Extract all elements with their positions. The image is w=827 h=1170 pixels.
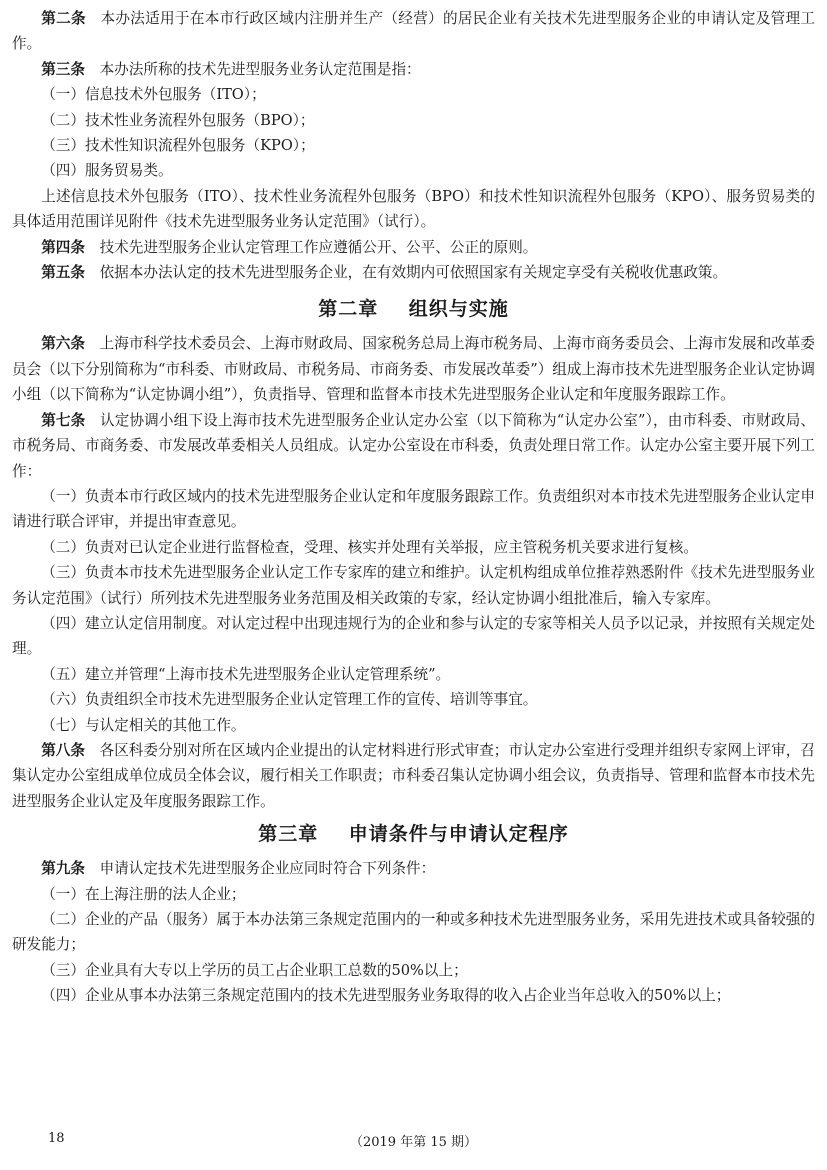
paragraph-text: （三）负责本市技术先进型服务企业认定工作专家库的建立和维护。认定机构组成单位推荐熟悉附件《技术先进型服务业务认定范围》（试行）所列技术先进型服务业务范围及相关政策的专家，经认定协调小组批准后，输入专家库。 [12, 564, 815, 607]
paragraph-text: 上海市科学技术委员会、上海市财政局、国家税务总局上海市税务局、上海市商务委员会、上海市发展和改革委员会（以下分别简称为“市科委、市财政局、市税务局、市商务委、市发展改革委”）组成上海市技术先进型服务企业认定协调小组（以下简称为“认定协调小组”），负责指导、管理和监督本市技术先进型服务企业认定和年度服务跟踪工作。 [12, 335, 815, 404]
paragraph-text: （一）负责本市行政区域内的技术先进型服务企业认定和年度服务跟踪工作。负责组织对本市技术先进型服务企业认定申请进行联合评审，并提出审查意见。 [12, 487, 815, 531]
paragraph [12, 662, 815, 687]
paragraph-text: （三）技术性知识流程外包服务（KPO）； [41, 137, 315, 155]
paragraph [12, 484, 815, 535]
paragraph [12, 958, 815, 983]
paragraph-text: （二）企业的产品（服务）属于本办法第三条规定范围内的一种或多种技术先进型服务业务，采用先进技术或具备较强的研发能力； [12, 911, 815, 954]
paragraph [12, 158, 815, 183]
article-number: 第五条 [41, 264, 85, 282]
paragraph [12, 983, 815, 1008]
paragraph [12, 687, 815, 712]
paragraph [12, 856, 815, 881]
paragraph [12, 882, 815, 907]
section-organization [12, 331, 815, 814]
paragraph [12, 235, 815, 260]
article-number: 第三条 [41, 60, 85, 78]
issue-label: （2019 年第 15 期） [349, 1135, 478, 1150]
paragraph-text: 技术先进型服务企业认定管理工作应遵循公开、公平、公正的原则。 [99, 238, 538, 256]
article-number: 第二条 [41, 10, 86, 27]
paragraph-text: 上述信息技术外包服务（ITO）、技术性业务流程外包服务（BPO）和技术性知识流程外包服务（KPO）、服务贸易类的具体适用范围详见附件《技术先进型服务业务认定范围》（试行）。 [12, 187, 815, 231]
article-number: 第九条 [41, 860, 85, 878]
page-number: 18 [48, 1131, 65, 1146]
paragraph [12, 408, 815, 484]
paragraph-text: 本办法适用于在本市行政区域内注册并生产（经营）的居民企业有关技术先进型服务企业的申请认定及管理工作。 [12, 10, 815, 53]
paragraph [12, 331, 815, 407]
paragraph [12, 133, 815, 158]
section-application-conditions [12, 856, 815, 1008]
paragraph-text: （四）服务贸易类。 [41, 162, 173, 180]
paragraph-text: （三）企业具有大专以上学历的员工占企业职工总数的50%以上； [41, 961, 468, 979]
paragraph-text: （六）负责组织全市技术先进型服务企业认定管理工作的宣传、培训等事宜。 [41, 691, 538, 709]
paragraph [12, 907, 815, 958]
article-number: 第四条 [41, 238, 85, 256]
paragraph-text: 认定协调小组下设上海市技术先进型服务企业认定办公室（以下简称为“认定办公室”），由市科委、市财政局、市税务局、市商务委、市发展改革委相关人员组成。认定办公室设在市科委，负责处理日常工作。认定办公室主要开展下列工作： [12, 411, 815, 480]
paragraph-text: 依据本办法认定的技术先进型服务企业，在有效期内可依照国家有关规定享受有关税收优惠政策。 [99, 264, 728, 282]
paragraph-text: 各区科委分别对所在区域内企业提出的认定材料进行形式审查；市认定办公室进行受理并组织专家网上评审，召集认定办公室组成单位成员全体会议，履行相关工作职责；市科委召集认定协调小组会议，负责指导、管理和监督本市技术先进型服务企业认定及年度服务跟踪工作。 [12, 741, 815, 810]
paragraph [12, 611, 815, 662]
article-number: 第七条 [41, 411, 86, 429]
paragraph-text: （二）技术性业务流程外包服务（BPO）； [41, 111, 315, 129]
paragraph-text: （五）建立并管理“上海市技术先进型服务企业认定管理系统”。 [41, 665, 451, 683]
paragraph [12, 82, 815, 107]
paragraph [12, 738, 815, 814]
paragraph-text: 申请认定技术先进型服务企业应同时符合下列条件： [99, 860, 436, 878]
paragraph [12, 560, 815, 611]
paragraph [12, 57, 815, 82]
paragraph-text: （四）建立认定信用制度。对认定过程中出现违规行为的企业和参与认定的专家等相关人员予以记录，并按照有关规定处理。 [12, 614, 815, 658]
section-general-provisions [12, 6, 815, 285]
chapter-number: 第二章 [318, 298, 379, 321]
paragraph [12, 184, 815, 235]
page-footer [0, 1131, 827, 1155]
paragraph-text: （四）企业从事本办法第三条规定范围内的技术先进型服务业务取得的收入占企业当年总收入的50%以上； [41, 987, 731, 1005]
chapter-heading-2 [12, 295, 815, 323]
paragraph [12, 6, 815, 57]
paragraph-text: （二）负责对已认定企业进行监督检查，受理、核实并处理有关举报，应主管税务机关要求进行复核。 [41, 538, 698, 556]
paragraph [12, 260, 815, 285]
paragraph-text: （一）在上海注册的法人企业； [41, 885, 246, 903]
chapter-heading-3 [12, 820, 815, 848]
paragraph-text: 本办法所称的技术先进型服务业务认定范围是指： [99, 60, 421, 78]
paragraph-text: （一）信息技术外包服务（ITO）； [41, 86, 266, 104]
article-number: 第八条 [41, 741, 85, 759]
document-page [12, 6, 815, 1009]
paragraph [12, 535, 815, 560]
paragraph [12, 713, 815, 738]
paragraph [12, 108, 815, 133]
chapter-number: 第三章 [258, 823, 319, 846]
paragraph-text: （七）与认定相关的其他工作。 [41, 716, 246, 734]
chapter-title: 申请条件与申请认定程序 [348, 823, 569, 846]
chapter-title: 组织与实施 [408, 298, 509, 321]
article-number: 第六条 [41, 335, 85, 353]
